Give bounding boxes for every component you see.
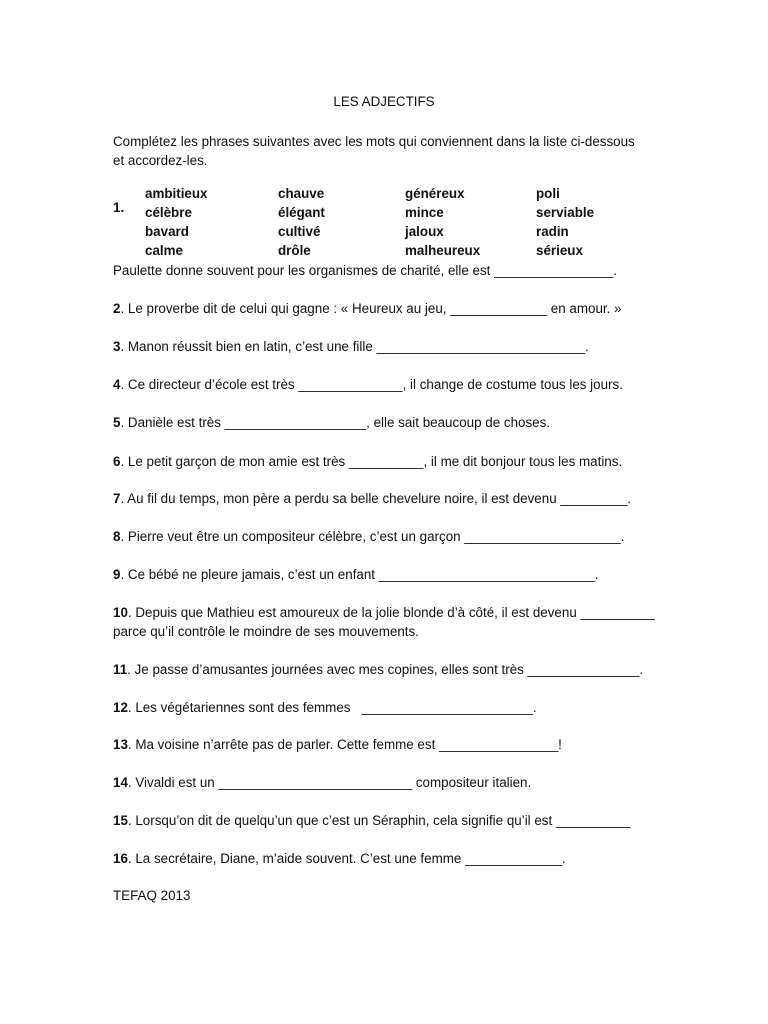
question-number: 4 bbox=[113, 377, 121, 392]
instructions bbox=[113, 132, 673, 170]
question-text-end: . bbox=[613, 263, 618, 278]
word-list-item: élégant bbox=[278, 205, 325, 220]
word-list-item: cultivé bbox=[278, 224, 321, 239]
footer: TEFAQ 2013 bbox=[113, 888, 191, 903]
word-list-item: mince bbox=[405, 205, 444, 220]
answer-blank[interactable]: __________ bbox=[580, 605, 655, 620]
question-3 bbox=[113, 337, 713, 356]
question-4 bbox=[113, 375, 713, 394]
question-11 bbox=[113, 660, 713, 679]
word-list-item: sérieux bbox=[536, 243, 583, 258]
question-text-end: . bbox=[639, 662, 644, 677]
question-text-end: . bbox=[627, 491, 632, 506]
answer-blank[interactable]: __________ bbox=[348, 454, 424, 469]
instructions-line-2: et accordez-les. bbox=[113, 153, 208, 168]
question-number: 12 bbox=[113, 700, 128, 715]
answer-blank[interactable]: _______________ bbox=[527, 662, 640, 677]
word-list-item: calme bbox=[145, 243, 183, 258]
question-number: 6 bbox=[113, 454, 121, 469]
word-list-item: radin bbox=[536, 224, 569, 239]
question-10 bbox=[113, 603, 713, 641]
question-number: 16 bbox=[113, 851, 128, 866]
word-list-item: célèbre bbox=[145, 205, 192, 220]
question-text: . Le proverbe dit de celui qui gagne : « Heureux au jeu, bbox=[120, 301, 451, 316]
question-text-end: , il change de costume tous les jours. bbox=[402, 377, 623, 392]
answer-blank[interactable]: _________ bbox=[560, 491, 628, 506]
question-5 bbox=[113, 413, 713, 432]
question-text: . Le petit garçon de mon amie est très bbox=[120, 454, 349, 469]
question-text: . Pierre veut être un compositeur célèbre, c’est un garçon bbox=[120, 529, 465, 544]
word-list-item: serviable bbox=[536, 205, 595, 220]
question-number: 5 bbox=[113, 415, 121, 430]
question-number: 15 bbox=[113, 813, 128, 828]
answer-blank[interactable]: _____________________________ bbox=[378, 567, 595, 582]
word-list-item: drôle bbox=[278, 243, 311, 258]
question-text-end: ! bbox=[558, 737, 562, 752]
question-6 bbox=[113, 452, 713, 471]
question-text: . Au fil du temps, mon père a perdu sa belle chevelure noire, il est devenu bbox=[120, 491, 561, 506]
question-text: . Je passe d’amusantes journées avec mes copines, elles sont très bbox=[127, 662, 528, 677]
question-text-line-2: parce qu’il contrôle le moindre de ses mouvements. bbox=[113, 624, 419, 639]
answer-blank[interactable]: _______________________ bbox=[361, 700, 533, 715]
question-number: 13 bbox=[113, 737, 128, 752]
question-2 bbox=[113, 299, 713, 318]
question-number: 2 bbox=[113, 301, 121, 316]
word-list-item: ambitieux bbox=[145, 186, 208, 201]
question-16 bbox=[113, 849, 713, 868]
question-number: 9 bbox=[113, 567, 121, 582]
question-text-end: , elle sait beaucoup de choses. bbox=[366, 415, 551, 430]
question-text-end: . bbox=[585, 339, 589, 354]
question-number: 7 bbox=[113, 491, 121, 506]
question-text: . Les végétariennes sont des femmes bbox=[127, 700, 362, 715]
question-13 bbox=[113, 735, 713, 754]
question-text: . Lorsqu’on dit de quelqu’un que c’est un Séraphin, cela signifie qu’il est bbox=[127, 813, 556, 828]
answer-blank[interactable]: ________________ bbox=[494, 263, 614, 278]
question-7 bbox=[113, 489, 713, 508]
question-text: Paulette donne souvent pour les organismes de charité, elle est bbox=[113, 263, 495, 278]
answer-blank[interactable]: _____________ bbox=[465, 851, 562, 866]
answer-blank[interactable]: _____________ bbox=[450, 301, 548, 316]
question-text: . Ce bébé ne pleure jamais, c’est un enfant bbox=[120, 567, 379, 582]
question-text: . Depuis que Mathieu est amoureux de la jolie blonde d’à côté, il est devenu bbox=[127, 605, 581, 620]
question-number: 10 bbox=[113, 605, 128, 620]
word-list-item: poli bbox=[536, 186, 560, 201]
question-number: 11 bbox=[113, 662, 128, 677]
question-14 bbox=[113, 773, 713, 792]
question-text-end: . bbox=[561, 851, 566, 866]
question-number: 8 bbox=[113, 529, 121, 544]
question-text: . Vivaldi est un bbox=[127, 775, 219, 790]
question-text: . Ce directeur d’école est très bbox=[120, 377, 299, 392]
word-list-item: chauve bbox=[278, 186, 325, 201]
word-list-item: malheureux bbox=[405, 243, 481, 258]
answer-blank[interactable]: ______________ bbox=[298, 377, 403, 392]
question-text-end: . bbox=[594, 567, 599, 582]
question-8 bbox=[113, 527, 713, 546]
question-text: . Danièle est très bbox=[120, 415, 225, 430]
page-title: LES ADJECTIFS bbox=[333, 94, 435, 109]
instructions-line-1: Complétez les phrases suivantes avec les mots qui conviennent dans la liste ci-dessous bbox=[113, 134, 635, 149]
answer-blank[interactable]: __________ bbox=[555, 813, 631, 828]
answer-blank[interactable]: ____________________________ bbox=[376, 339, 586, 354]
question-text: . La secrétaire, Diane, m’aide souvent. C’est une femme bbox=[127, 851, 466, 866]
question-text-end: compositeur italien. bbox=[412, 775, 532, 790]
question-9 bbox=[113, 565, 713, 584]
word-list bbox=[145, 186, 665, 262]
question-text: . Ma voisine n’arrête pas de parler. Cette femme est bbox=[127, 737, 440, 752]
question-text-end: en amour. » bbox=[547, 301, 622, 316]
question-text: . Manon réussit bien en latin, c’est une fille bbox=[120, 339, 377, 354]
word-list-item: jaloux bbox=[405, 224, 444, 239]
question-text-end: . bbox=[620, 529, 625, 544]
question-12 bbox=[113, 698, 713, 717]
answer-blank[interactable]: _____________________ bbox=[464, 529, 621, 544]
question-number: 14 bbox=[113, 775, 128, 790]
question-1 bbox=[113, 261, 713, 280]
question-text-end: . bbox=[532, 700, 537, 715]
answer-blank[interactable]: __________________________ bbox=[218, 775, 413, 790]
question-number: 3 bbox=[113, 339, 121, 354]
answer-blank[interactable]: ___________________ bbox=[224, 415, 367, 430]
answer-blank[interactable]: ________________ bbox=[439, 737, 559, 752]
question-1-number: 1. bbox=[113, 200, 125, 215]
word-list-item: généreux bbox=[405, 186, 465, 201]
word-list-item: bavard bbox=[145, 224, 189, 239]
question-15 bbox=[113, 811, 713, 830]
question-text-end: , il me dit bonjour tous les matins. bbox=[423, 454, 623, 469]
